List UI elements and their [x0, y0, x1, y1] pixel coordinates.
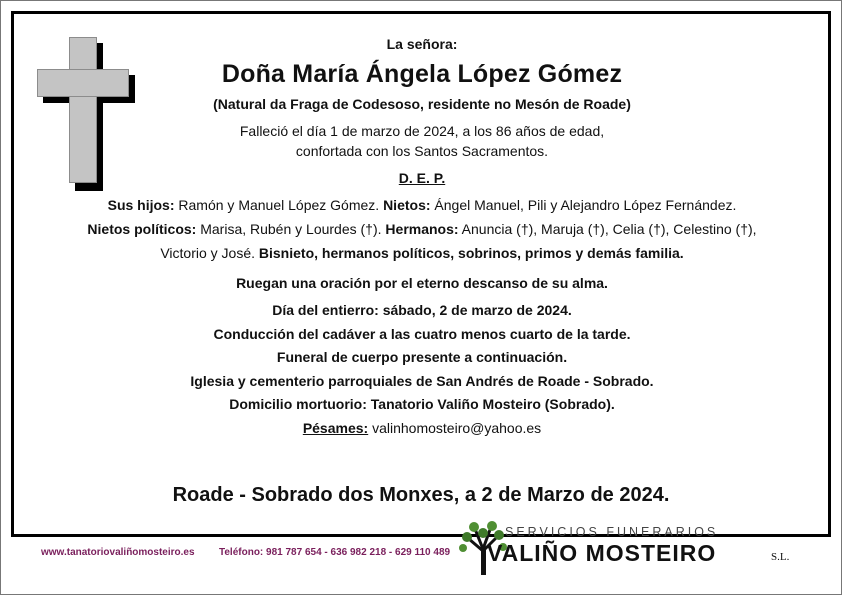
nietos-politicos-label: Nietos políticos: — [87, 221, 197, 237]
deceased-name: Doña María Ángela López Gómez — [221, 60, 623, 88]
family-rest: Bisnieto, hermanos políticos, sobrinos, primos y demás familia. — [258, 245, 684, 261]
hijos-names: Ramón y Manuel López Gómez. — [174, 197, 384, 213]
condolences-label: Pésames: — [302, 419, 369, 436]
website-link[interactable]: www.tanatoriovaliñomosteiro.es — [41, 547, 195, 558]
obituary-content — [61, 35, 783, 439]
nietos-politicos-names: Marisa, Rubén y Lourdes (†). — [196, 221, 386, 237]
company-logo — [459, 521, 807, 579]
death-text — [61, 121, 783, 161]
phone-numbers: Teléfono: 981 787 654 - 636 982 218 - 629 110 489 — [219, 547, 451, 558]
procession-time: Conducción del cadáver a las cuatro menos cuarto de la tarde. — [213, 325, 631, 342]
hermanos-names-cont: Victorio y José. — [160, 245, 259, 261]
death-line-1: Falleció el día 1 de marzo de 2024, a los 86 años de edad, — [239, 123, 605, 139]
nietos-label: Nietos: — [383, 197, 431, 213]
origin-text: (Natural da Fraga de Codesoso, residente no Mesón de Roade) — [213, 96, 631, 112]
hermanos-label: Hermanos: — [385, 221, 459, 237]
logo-suffix: S.L. — [771, 551, 790, 563]
family-paragraph — [61, 193, 783, 265]
condolences-email[interactable]: valinhomosteiro@yahoo.es — [368, 419, 542, 436]
funeral-mass: Funeral de cuerpo presente a continuación. — [276, 349, 568, 365]
funeral-details — [61, 299, 783, 417]
logo-brand: VALIÑO MOSTEIRO — [487, 540, 717, 566]
burial-day: Día del entierro: sábado, 2 de marzo de 2024. — [272, 302, 572, 318]
nietos-names: Ángel Manuel, Pili y Alejandro López Fernández. — [430, 197, 737, 213]
hermanos-names: Anuncia (†), Maruja (†), Celia (†), Celestino (†), — [458, 221, 757, 237]
place-date: Roade - Sobrado dos Monxes, a 2 de Marzo de 2024. — [172, 484, 670, 506]
intro-text: La señora: — [386, 36, 458, 52]
logo-tagline: SERVICIOS FUNERARIOS — [505, 525, 719, 539]
footer — [1, 525, 842, 589]
death-line-2: confortada con los Santos Sacramentos. — [295, 143, 549, 159]
prayer-text: Ruegan una oración por el eterno descanso de su alma. — [236, 275, 608, 291]
mortuary-address: Domicilio mortuorio: Tanatorio Valiño Mosteiro (Sobrado). — [229, 396, 615, 412]
hijos-label: Sus hijos: — [107, 197, 175, 213]
church-cemetery: Iglesia y cementerio parroquiales de San Andrés de Roade - Sobrado. — [190, 372, 654, 389]
condolences-line — [61, 417, 783, 439]
dep-text: D. E. P. — [398, 170, 446, 186]
